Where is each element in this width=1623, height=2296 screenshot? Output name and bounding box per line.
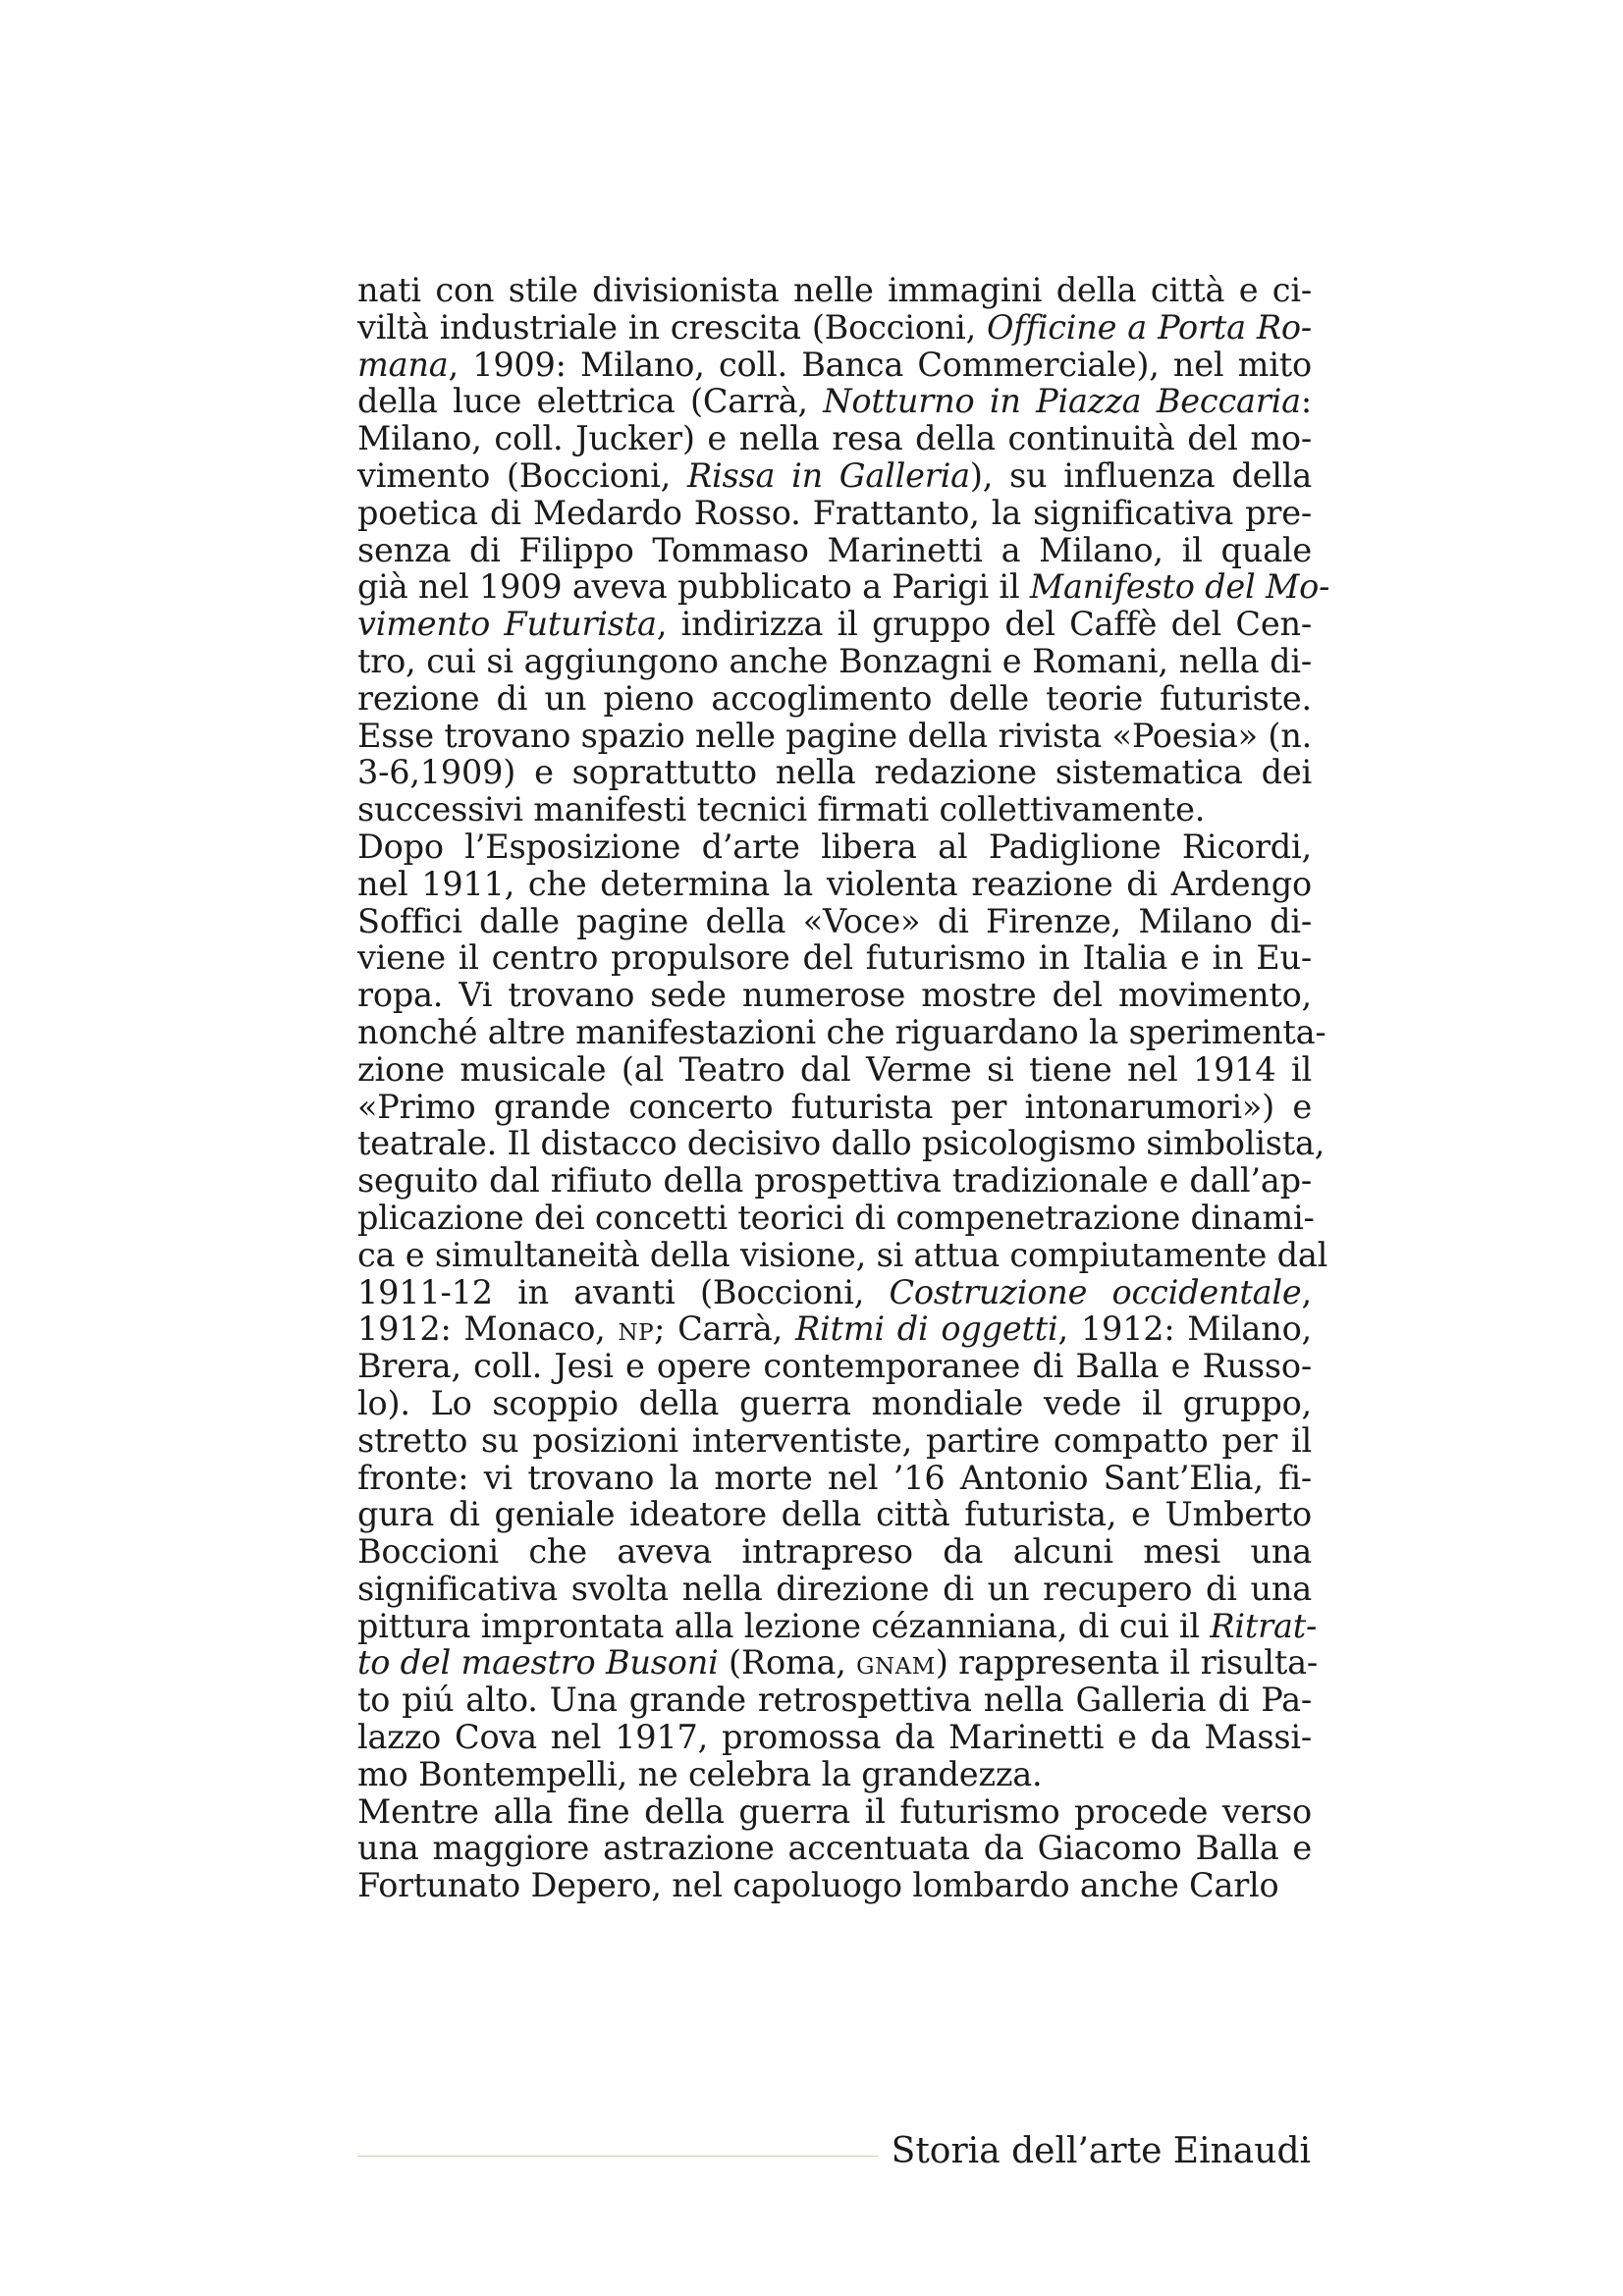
italic-title: Ritmi di oggetti — [795, 1309, 1058, 1349]
text-run: gura di geniale ideatore della città futurista, e Umberto — [357, 1495, 1312, 1534]
footer-rule — [357, 2156, 878, 2157]
text-line — [357, 1235, 1328, 1274]
italic-title: Ritrat- — [1210, 1606, 1318, 1645]
text-run: nel 1911, che determina la violenta reazione di Ardengo — [357, 864, 1312, 903]
text-run: senza di Filippo Tommaso Marinetti a Milano, il quale — [357, 530, 1312, 569]
text-run: (Roma, — [718, 1643, 857, 1682]
text-line — [357, 939, 1312, 977]
text-run: Milano, coll. Jucker) e nella resa della continuità del mo- — [357, 419, 1312, 458]
text-run: , 1909: Milano, coll. Banca Commerciale), nel mito — [448, 345, 1312, 384]
text-line — [357, 866, 1312, 903]
text-run: plicazione dei concetti teorici di compenetrazione dinami- — [357, 1198, 1315, 1237]
text-run: viene il centro propulsore del futurismo in Italia e in Eu- — [357, 938, 1312, 978]
text-run: , indirizza il gruppo del Caffè del Cen- — [656, 605, 1312, 644]
text-run: nonché altre manifestazioni che riguardano la sperimenta- — [357, 1012, 1326, 1051]
text-line — [357, 1606, 1318, 1645]
text-run: della luce elettrica (Carrà, — [357, 382, 824, 421]
text-line — [357, 791, 1312, 828]
text-line — [357, 903, 1312, 940]
text-line — [357, 1533, 1312, 1571]
text-line — [357, 643, 1312, 680]
text-line — [357, 754, 1312, 791]
text-line — [357, 718, 1312, 755]
text-run: significativa svolta nella direzione di un recupero di una — [357, 1569, 1312, 1608]
paragraph — [357, 271, 1330, 829]
italic-title: Notturno in Piazza Beccaria — [823, 382, 1301, 421]
text-line — [357, 1643, 1318, 1682]
text-run: , 1912: Milano, — [1057, 1309, 1312, 1349]
text-run: Mentre alla fine della guerra il futurismo procede verso — [357, 1791, 1312, 1831]
body-text — [357, 271, 1330, 1905]
text-run: rezione di un pieno accoglimento delle teorie futuriste. — [357, 678, 1312, 718]
text-line — [357, 457, 1312, 495]
text-run: : — [1300, 382, 1313, 421]
text-line — [357, 977, 1312, 1014]
footer-title: Storia dell’arte Einaudi — [891, 2131, 1311, 2171]
abbreviation: gnam — [856, 1643, 936, 1682]
text-run: tro, cui si aggiungono anche Bonzagni e Romani, nella di- — [357, 641, 1312, 680]
text-line — [357, 1385, 1312, 1422]
text-line — [357, 347, 1312, 384]
text-run: to piú alto. Una grande retrospettiva nella Galleria di Pa- — [357, 1681, 1312, 1720]
text-run: ropa. Vi trovano sede numerose mostre del movimento, — [357, 976, 1312, 1015]
text-run: 1911-12 in avanti (Boccioni, — [357, 1272, 890, 1311]
text-line — [357, 495, 1312, 532]
text-run: stretto su posizioni interventiste, partire compatto per il — [357, 1420, 1312, 1460]
text-line — [357, 1756, 1312, 1793]
text-run: pittura improntata alla lezione cézanniana, di cui il — [357, 1606, 1211, 1645]
text-line — [357, 532, 1312, 569]
text-run: Soffici dalle pagine della «Voce» di Firenze, Milano di- — [357, 901, 1312, 940]
text-run: teatrale. Il distacco decisivo dallo psicologismo simbolista, — [357, 1124, 1325, 1163]
italic-title: Officine a Porta Ro- — [987, 307, 1312, 347]
text-run: Esse trovano spazio nelle pagine della rivista «Poesia» (n. — [357, 716, 1313, 755]
text-line — [357, 1422, 1312, 1460]
text-line — [357, 1460, 1312, 1497]
text-line — [357, 1830, 1312, 1867]
text-line — [357, 1051, 1312, 1089]
text-run: viltà industriale in crescita (Boccioni, — [357, 307, 988, 347]
text-line — [357, 1867, 1312, 1904]
text-run: poetica di Medardo Rosso. Frattanto, la significativa pre- — [357, 493, 1312, 532]
text-run: lo). Lo scoppio della guerra mondiale vede il gruppo, — [357, 1383, 1312, 1422]
text-line — [357, 1496, 1312, 1533]
text-run: 3-6,1909) e soprattutto nella redazione sistematica dei — [357, 753, 1312, 792]
text-line — [357, 309, 1312, 347]
text-line — [357, 1719, 1312, 1756]
text-run: già nel 1909 aveva pubblicato a Parigi il — [357, 567, 1030, 607]
text-run: ), su influenza della — [969, 455, 1313, 495]
text-run: Boccioni che aveva intrapreso da alcuni mesi una — [357, 1532, 1312, 1572]
text-line — [357, 1310, 1312, 1348]
text-line — [357, 1274, 1312, 1311]
text-line — [357, 1793, 1312, 1831]
text-run: successivi manifesti tecnici firmati collettivamente. — [357, 790, 1206, 829]
italic-title: Manifesto del Mo- — [1029, 567, 1330, 607]
italic-title: mana — [357, 345, 449, 384]
text-line — [357, 420, 1312, 457]
text-line — [357, 1571, 1312, 1608]
text-run: ) rappresenta il risulta- — [935, 1643, 1318, 1682]
text-run: Brera, coll. Jesi e opere contemporanee di Balla e Russo- — [357, 1347, 1312, 1386]
text-line — [357, 1348, 1312, 1385]
text-line — [357, 1124, 1325, 1163]
paragraph — [357, 827, 1328, 1793]
text-line — [357, 680, 1312, 718]
text-run: Fortunato Depero, nel capoluogo lombardo anche Carlo — [357, 1866, 1279, 1905]
text-line — [357, 1162, 1312, 1200]
italic-title: vimento Futurista — [357, 605, 657, 644]
text-line — [357, 383, 1312, 420]
abbreviation: np — [618, 1309, 655, 1349]
text-run: vimento (Boccioni, — [357, 455, 687, 495]
text-line — [357, 606, 1312, 643]
text-line — [357, 1682, 1312, 1719]
text-run: 1912: Monaco, — [357, 1309, 619, 1349]
text-run: «Primo grande concerto futurista per intonarumori») e — [357, 1087, 1312, 1126]
text-run: fronte: vi trovano la morte nel ’16 Antonio Sant’Elia, fi- — [357, 1458, 1312, 1497]
text-run: zione musicale (al Teatro dal Verme si tiene nel 1914 il — [357, 1049, 1312, 1089]
italic-title: Rissa in Galleria — [686, 455, 970, 495]
text-run: lazzo Cova nel 1917, promossa da Marinetti e da Massi- — [357, 1718, 1312, 1757]
text-run: Dopo l’Esposizione d’arte libera al Padiglione Ricordi, — [357, 827, 1312, 866]
text-run: seguito dal rifiuto della prospettiva tradizionale e dall’ap- — [357, 1161, 1312, 1201]
text-line — [357, 1198, 1315, 1237]
text-run: , — [1301, 1272, 1312, 1311]
text-run: mo Bontempelli, ne celebra la grandezza. — [357, 1754, 1043, 1793]
italic-title: Costruzione occidentale — [889, 1272, 1302, 1311]
text-line — [357, 828, 1312, 866]
text-line — [357, 1089, 1312, 1126]
text-line — [357, 272, 1312, 309]
text-line — [357, 567, 1330, 607]
text-run: ; Carrà, — [654, 1309, 796, 1349]
italic-title: to del maestro Busoni — [357, 1643, 719, 1682]
paragraph — [357, 1793, 1312, 1904]
text-run: nati con stile divisionista nelle immagini della città e ci- — [357, 271, 1312, 309]
text-run: una maggiore astrazione accentuata da Giacomo Balla e — [357, 1829, 1312, 1868]
text-run: ca e simultaneità della visione, si attua compiutamente dal — [357, 1235, 1328, 1274]
text-line — [357, 1012, 1326, 1051]
